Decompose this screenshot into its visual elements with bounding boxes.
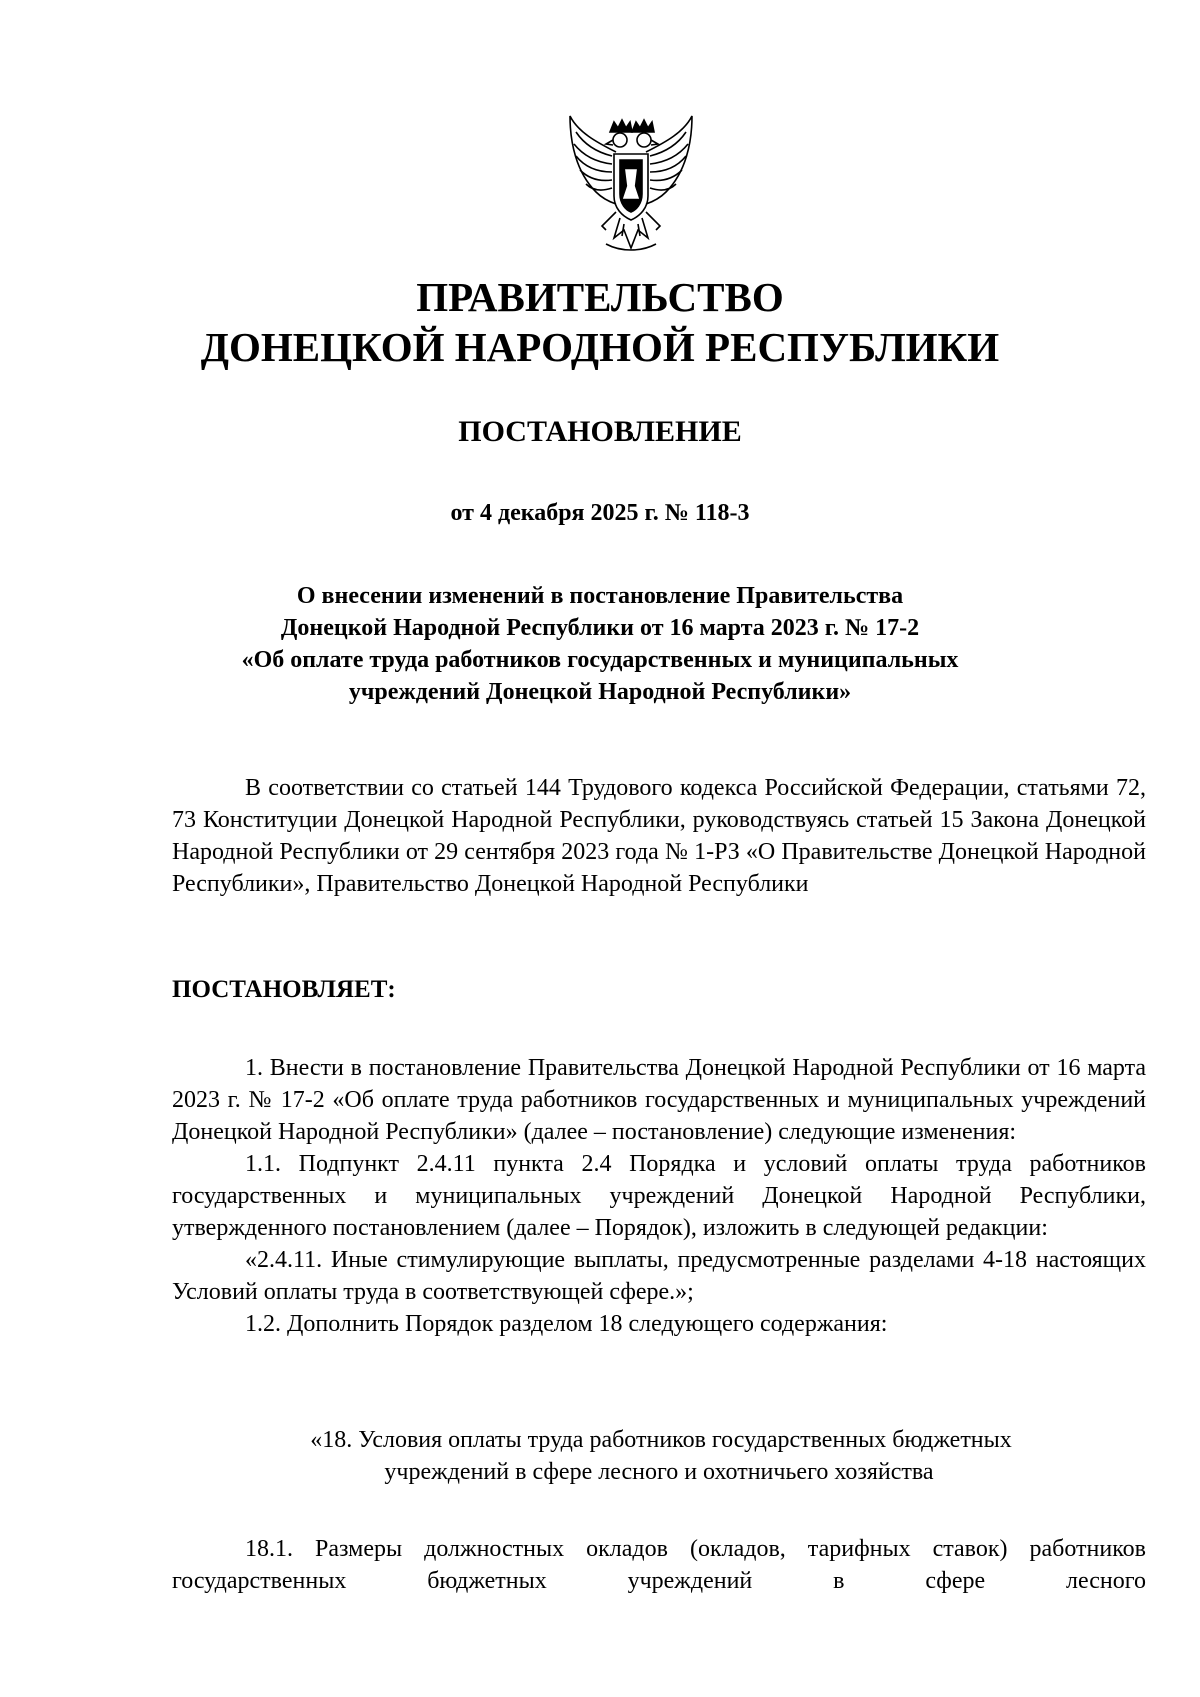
item-1-2-paragraph: 1.2. Дополнить Порядок разделом 18 следующего содержания: bbox=[245, 1311, 888, 1337]
document-title-line3: «Об оплате труда работников государственных и муниципальных bbox=[241, 647, 959, 673]
document-type: ПОСТАНОВЛЕНИЕ bbox=[458, 415, 742, 448]
intro-paragraph: В соответствии со статьей 144 Трудового кодекса Российской Федерации, статьями 72, 73 Конституции Донецкой Народной Республики, руководствуясь статьей 15 Закона Донецкой Народной Республики от 29 сентября 2023 года № 1-РЗ «О Правительстве Донецкой Народной Республики», Правительство Донецкой Народной Республики bbox=[172, 775, 1146, 897]
item-18-1-block bbox=[172, 1533, 1146, 1597]
item-1-paragraph: 1. Внести в постановление Правительства Донецкой Народной Республики от 16 марта 2023 г. № 17-2 «Об оплате труда работников государственных и муниципальных учреждений Донецкой Народной Республики» (далее – постановление) следующие изменения: bbox=[172, 1055, 1146, 1145]
item-1-1-paragraph: 1.1. Подпункт 2.4.11 пункта 2.4 Порядка и условий оплаты труда работников государственных и муниципальных учреждений Донецкой Народной Республики, утвержденного постановлением (далее – Порядок), изложить в следующей редакции: bbox=[172, 1151, 1146, 1241]
item-18-1-paragraph: 18.1. Размеры должностных окладов (окладов, тарифных ставок) работников государственных бюджетных учреждений в сфере лесного bbox=[172, 1536, 1146, 1594]
government-title-line2: ДОНЕЦКОЙ НАРОДНОЙ РЕСПУБЛИКИ bbox=[200, 324, 1000, 370]
document-title-line2: Донецкой Народной Республики от 16 марта 2023 г. № 17-2 bbox=[280, 615, 920, 641]
document-date-number: от 4 декабря 2025 г. № 118-3 bbox=[450, 500, 750, 526]
resolves-heading: ПОСТАНОВЛЯЕТ: bbox=[172, 976, 396, 1003]
document-title-line4: учреждений Донецкой Народной Республики» bbox=[348, 679, 852, 705]
coat-of-arms-eagle-icon bbox=[566, 112, 696, 262]
intro-block bbox=[172, 772, 1146, 900]
government-title-line1: ПРАВИТЕЛЬСТВО bbox=[416, 274, 784, 320]
section-18-title-line2: учреждений в сфере лесного и охотничьего хозяйства bbox=[384, 1459, 934, 1485]
items-block bbox=[172, 1052, 1146, 1340]
item-1-1-quote-paragraph: «2.4.11. Иные стимулирующие выплаты, предусмотренные разделами 4-18 настоящих Условий оплаты труда в соответствующей сфере.»; bbox=[172, 1247, 1146, 1305]
section-18-title-line1: «18. Условия оплаты труда работников государственных бюджетных bbox=[310, 1427, 1012, 1453]
document-title-line1: О внесении изменений в постановление Правительства bbox=[296, 583, 904, 609]
